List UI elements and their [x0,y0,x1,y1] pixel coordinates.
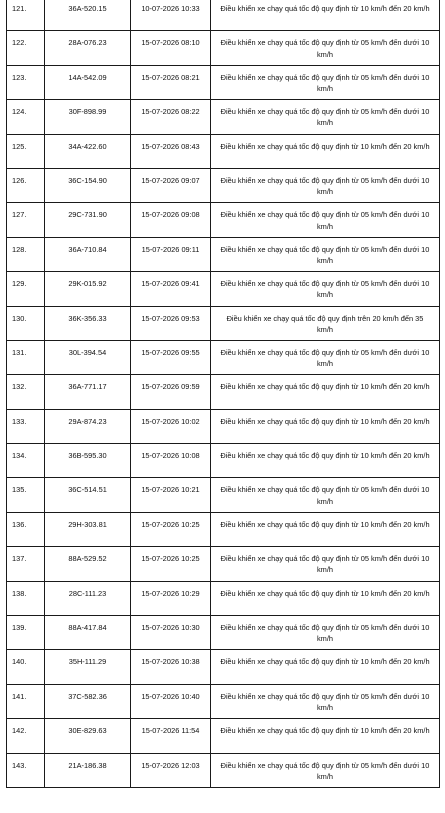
license-plate-cell: 88A-417.84 [45,616,131,650]
license-plate-cell: 14A-542.09 [45,65,131,99]
table-row [7,478,440,512]
violation-time-cell: 15-07-2026 10:38 [131,650,211,684]
violation-description-cell: Điều khiển xe chạy quá tốc độ quy định từ 05 km/h đến dưới 10 km/h [211,340,440,374]
row-number-cell: 122. [7,31,45,65]
row-number-cell: 127. [7,203,45,237]
license-plate-cell: 36A-771.17 [45,375,131,409]
license-plate-cell: 21A-186.38 [45,753,131,787]
row-number-cell: 138. [7,581,45,615]
row-number-cell: 136. [7,512,45,546]
table-row [7,684,440,718]
table-row [7,168,440,202]
row-number-cell: 143. [7,753,45,787]
violation-time-cell: 15-07-2026 10:30 [131,616,211,650]
violation-time-cell: 15-07-2026 08:43 [131,134,211,168]
table-row [7,409,440,443]
table-row [7,547,440,581]
violation-description-cell: Điều khiển xe chạy quá tốc độ quy định từ 05 km/h đến dưới 10 km/h [211,616,440,650]
violation-time-cell: 10-07-2026 10:33 [131,0,211,31]
table-row [7,444,440,478]
violation-description-cell: Điều khiển xe chạy quá tốc độ quy định từ 05 km/h đến dưới 10 km/h [211,753,440,787]
row-number-cell: 133. [7,409,45,443]
violation-description-cell: Điều khiển xe chạy quá tốc độ quy định từ 10 km/h đến 20 km/h [211,444,440,478]
row-number-cell: 134. [7,444,45,478]
violation-time-cell: 15-07-2026 10:40 [131,684,211,718]
row-number-cell: 130. [7,306,45,340]
license-plate-cell: 36C-514.51 [45,478,131,512]
license-plate-cell: 28A-076.23 [45,31,131,65]
violation-time-cell: 15-07-2026 10:08 [131,444,211,478]
violation-time-cell: 15-07-2026 10:25 [131,547,211,581]
table-row [7,31,440,65]
violation-description-cell: Điều khiển xe chạy quá tốc độ quy định từ 05 km/h đến dưới 10 km/h [211,547,440,581]
violation-time-cell: 15-07-2026 10:25 [131,512,211,546]
violation-time-cell: 15-07-2026 08:22 [131,100,211,134]
violation-description-cell: Điều khiển xe chạy quá tốc độ quy định từ 05 km/h đến dưới 10 km/h [211,203,440,237]
license-plate-cell: 29C-731.90 [45,203,131,237]
table-row [7,272,440,306]
table-row [7,134,440,168]
table-row [7,753,440,787]
table-row [7,65,440,99]
violation-time-cell: 15-07-2026 10:02 [131,409,211,443]
license-plate-cell: 36C-154.90 [45,168,131,202]
violation-description-cell: Điều khiển xe chạy quá tốc độ quy định từ 05 km/h đến dưới 10 km/h [211,168,440,202]
license-plate-cell: 34A-422.60 [45,134,131,168]
violation-time-cell: 15-07-2026 09:55 [131,340,211,374]
table-row [7,375,440,409]
violation-description-cell: Điều khiển xe chạy quá tốc độ quy định từ 10 km/h đến 20 km/h [211,409,440,443]
violation-description-cell: Điều khiển xe chạy quá tốc độ quy định từ 10 km/h đến 20 km/h [211,719,440,753]
table-row [7,0,440,31]
violation-description-cell: Điều khiển xe chạy quá tốc độ quy định từ 10 km/h đến 20 km/h [211,650,440,684]
license-plate-cell: 30L-394.54 [45,340,131,374]
violation-time-cell: 15-07-2026 11:54 [131,719,211,753]
table-row [7,616,440,650]
row-number-cell: 139. [7,616,45,650]
row-number-cell: 126. [7,168,45,202]
violation-time-cell: 15-07-2026 09:08 [131,203,211,237]
violation-time-cell: 15-07-2026 09:07 [131,168,211,202]
violation-description-cell: Điều khiển xe chạy quá tốc độ quy định từ 10 km/h đến 20 km/h [211,581,440,615]
license-plate-cell: 29K-015.92 [45,272,131,306]
license-plate-cell: 37C-582.36 [45,684,131,718]
violation-description-cell: Điều khiển xe chạy quá tốc độ quy định từ 05 km/h đến dưới 10 km/h [211,237,440,271]
violation-description-cell: Điều khiển xe chạy quá tốc độ quy định từ 05 km/h đến dưới 10 km/h [211,100,440,134]
violation-time-cell: 15-07-2026 09:53 [131,306,211,340]
violation-time-cell: 15-07-2026 12:03 [131,753,211,787]
table-row [7,237,440,271]
license-plate-cell: 88A-529.52 [45,547,131,581]
violation-time-cell: 15-07-2026 08:21 [131,65,211,99]
violations-table [6,0,440,788]
violation-time-cell: 15-07-2026 08:10 [131,31,211,65]
violation-time-cell: 15-07-2026 10:29 [131,581,211,615]
row-number-cell: 128. [7,237,45,271]
row-number-cell: 137. [7,547,45,581]
license-plate-cell: 36A-710.84 [45,237,131,271]
violation-description-cell: Điều khiển xe chạy quá tốc độ quy định từ 10 km/h đến 20 km/h [211,0,440,31]
row-number-cell: 121. [7,0,45,31]
violation-description-cell: Điều khiển xe chạy quá tốc độ quy định trên 20 km/h đến 35 km/h [211,306,440,340]
violation-time-cell: 15-07-2026 10:21 [131,478,211,512]
row-number-cell: 135. [7,478,45,512]
license-plate-cell: 35H-111.29 [45,650,131,684]
table-row [7,203,440,237]
violation-description-cell: Điều khiển xe chạy quá tốc độ quy định từ 10 km/h đến 20 km/h [211,375,440,409]
violation-description-cell: Điều khiển xe chạy quá tốc độ quy định từ 05 km/h đến dưới 10 km/h [211,684,440,718]
license-plate-cell: 36B-595.30 [45,444,131,478]
violations-table-body [7,0,440,787]
violation-description-cell: Điều khiển xe chạy quá tốc độ quy định từ 05 km/h đến dưới 10 km/h [211,478,440,512]
license-plate-cell: 29H-303.81 [45,512,131,546]
table-row [7,581,440,615]
violation-description-cell: Điều khiển xe chạy quá tốc độ quy định từ 05 km/h đến dưới 10 km/h [211,272,440,306]
violation-description-cell: Điều khiển xe chạy quá tốc độ quy định từ 05 km/h đến dưới 10 km/h [211,31,440,65]
row-number-cell: 131. [7,340,45,374]
table-row [7,100,440,134]
license-plate-cell: 30F-898.99 [45,100,131,134]
row-number-cell: 142. [7,719,45,753]
table-row [7,719,440,753]
license-plate-cell: 36A-520.15 [45,0,131,31]
row-number-cell: 123. [7,65,45,99]
violation-time-cell: 15-07-2026 09:59 [131,375,211,409]
license-plate-cell: 30E-829.63 [45,719,131,753]
violation-description-cell: Điều khiển xe chạy quá tốc độ quy định từ 10 km/h đến 20 km/h [211,512,440,546]
table-row [7,650,440,684]
violation-time-cell: 15-07-2026 09:41 [131,272,211,306]
table-row [7,306,440,340]
row-number-cell: 141. [7,684,45,718]
license-plate-cell: 29A-874.23 [45,409,131,443]
row-number-cell: 140. [7,650,45,684]
table-row [7,512,440,546]
violation-description-cell: Điều khiển xe chạy quá tốc độ quy định từ 05 km/h đến dưới 10 km/h [211,65,440,99]
row-number-cell: 129. [7,272,45,306]
row-number-cell: 124. [7,100,45,134]
violation-description-cell: Điều khiển xe chạy quá tốc độ quy định từ 10 km/h đến 20 km/h [211,134,440,168]
violation-time-cell: 15-07-2026 09:11 [131,237,211,271]
license-plate-cell: 36K-356.33 [45,306,131,340]
row-number-cell: 125. [7,134,45,168]
row-number-cell: 132. [7,375,45,409]
license-plate-cell: 28C-111.23 [45,581,131,615]
table-row [7,340,440,374]
